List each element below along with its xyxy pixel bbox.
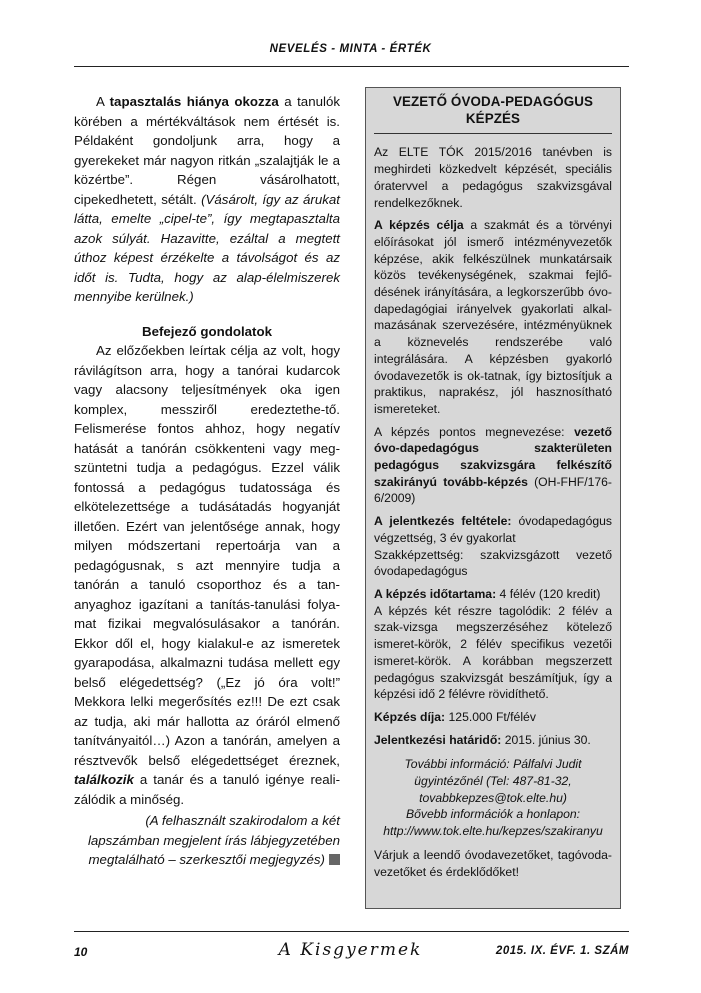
emphasis-experience: tapasztalás hiánya okozza [109, 94, 279, 109]
contact-website-link[interactable]: http://www.tok.elte.hu/kepzes/szakiranyu [383, 824, 603, 839]
box-fee: Képzés díja: 125.000 Ft/félév [374, 709, 536, 724]
footer-divider [74, 931, 629, 932]
contact-email[interactable]: tovabbkepzes@tok.elte.hu) [419, 790, 567, 805]
box-contact: További információ: Pálfalvi Judit ügyintézőnél (Tel: 487-81-32, tovabbkepzes@tok.elte.hu) Bővebb információk a honlapon: http://www.tok.elte.hu/kepzes/szakiranyu [374, 756, 612, 840]
box-course-name: A képzés pontos megnevezése: vezető óvo-dapedagógus szakterületen pedagógus szakvizsgára felkészítő szakirányú tovább-képzés (OH-FHF/176-6/2009) [374, 424, 612, 506]
section-heading: Befejező gondolatok [141, 323, 273, 339]
article-column [74, 92, 340, 870]
box-title: VEZETŐ ÓVODA-PEDAGÓGUS KÉPZÉS [374, 94, 612, 134]
emphasis-meets: találkozik [74, 772, 134, 787]
editor-note: (A felhasznált szakirodalom a két lapszámban megjelent írás lábjegyzetében megtalálható – szerkesztői megjegyzés) [87, 813, 340, 867]
example-italic: (Vásárolt, így az árukat látta, emelte „cipel-te”, így megtapasztalta azok súlyát. Hazavitte, ezáltal a megtett úthoz képest érzékelte a távolságot és az időt is. Tudta, hogy az alap-élelmiszerek mennyibe kerülnek.) [74, 191, 340, 304]
box-intro: Az ELTE TÓK 2015/2016 tanévben is meghirdeti közkedvelt képzését, speciális óratervvel a pedagógus szakvizsgával rendelkezőknek. [374, 145, 612, 210]
box-duration: A képzés időtartama: 4 félév (120 kredit) [374, 586, 601, 601]
box-requirement: A jelentkezés feltétele: óvodapedagógus végzettség, 3 év gyakorlat [374, 514, 612, 545]
box-qualification: Szakképzettség: szakvizsgázott vezető óvodapedagógus [374, 547, 612, 579]
box-closing: Várjuk a leendő óvodavezetőket, tagóvoda-vezetőket és érdeklődőket! [374, 847, 612, 879]
magazine-title: A Kisgyermek [278, 940, 423, 960]
box-deadline: Jelentkezési határidő: 2015. június 30. [374, 732, 591, 747]
end-mark-icon [329, 854, 340, 865]
paragraph-experience: A tapasztalás hiánya okozza a tanulók körében a mértékváltások nem értését is. Példaként gondoljunk arra, hogy a gyerekeket már nagyon ritkán „szalajtják le a közértbe”. Régen vásárolhatott, cipekedhetett, sétált. (Vásárolt, így az árukat látta, emelte „cipel-te”, így megtapasztalta azok súlyát. Hazavitte, ezáltal a megtett úthoz képest érzékelte a távolságot és az időt is. Tudta, hogy az alap-élelmiszerek mennyibe kerülnek.) [74, 94, 340, 304]
course-info-box [365, 87, 621, 909]
issue-info: 2015. IX. ÉVF. 1. SZÁM [495, 945, 629, 957]
paragraph-conclusion: Az előzőekben leírtak célja az volt, hogy rávilágítson arra, hogy a tanórai kudarcok vagy alacsony teljesítmények oka igen komplex, messziről eredeztethe-tő. Felismerése fontos ahhoz, hogy negatív hatását a tanórán csökkenteni vagy meg-szüntetni tudja a pedagógus. Ezzel válik fontossá a pedagógus tudatossága és elkötelezettsége a tudásátadás hogyanját illetően. Ezért van jelentősége annak, hogy milyen módszertani repertoárja van a pedagógusnak, s azt mennyire tudja a tanórán a tanuló csoporthoz és a tan-anyaghoz igazítani a tanítás-tanulási folya-mat fizikai megvalósulásakor a tanórán. Ekkor dől el, hogy kialakul-e az ismeretek gyarapodása, alkalmazni tudása mellett egy belső elégedettség? („Ez jó óra volt!” Mekkora lelki megerősítés ez!!! De ezt csak az tudja, aki már hallotta az óráról elmenő tanítványaitól…) Azon a tanórán, amelyen a résztvevők belső elégedettséget éreznek, találkozik a tanár és a tanuló igénye reali-zálódik a minőség. [74, 343, 340, 807]
box-goal: A képzés célja a szakmát és a törvényi előírásokat jól ismerő intézményvezetők képzése, akik felkészülnek munkatársaik közös tevékenységének, szakmai fejlő-désének irányítására, a legkorszerűbb óvo-dapedagógiai irányelvek gyakorlati alkal-mazásának szervezésére, intézményüknek a köznevelés rendszerébe való integrálására. A képzésben gyakorló óvodavezetők is ok-tatnak, így biztosítjuk a praktikus, naprakész, jól hasznosítható ismereteket. [374, 218, 612, 416]
box-duration-detail: A képzés két részre tagolódik: 2 félév a szak-vizsga megszerzéséhez kötelező ismeret-körök, 2 félév specifikus vezetői ismeret-körök. A korábban megszerzett pedagógus szakvizsgát beszámítjuk, így a képzési idő 2 félévre rövidíthető. [374, 603, 612, 702]
running-header: NEVELÉS - MINTA - ÉRTÉK [269, 43, 432, 55]
header-divider [74, 66, 629, 67]
page-number: 10 [74, 945, 88, 959]
